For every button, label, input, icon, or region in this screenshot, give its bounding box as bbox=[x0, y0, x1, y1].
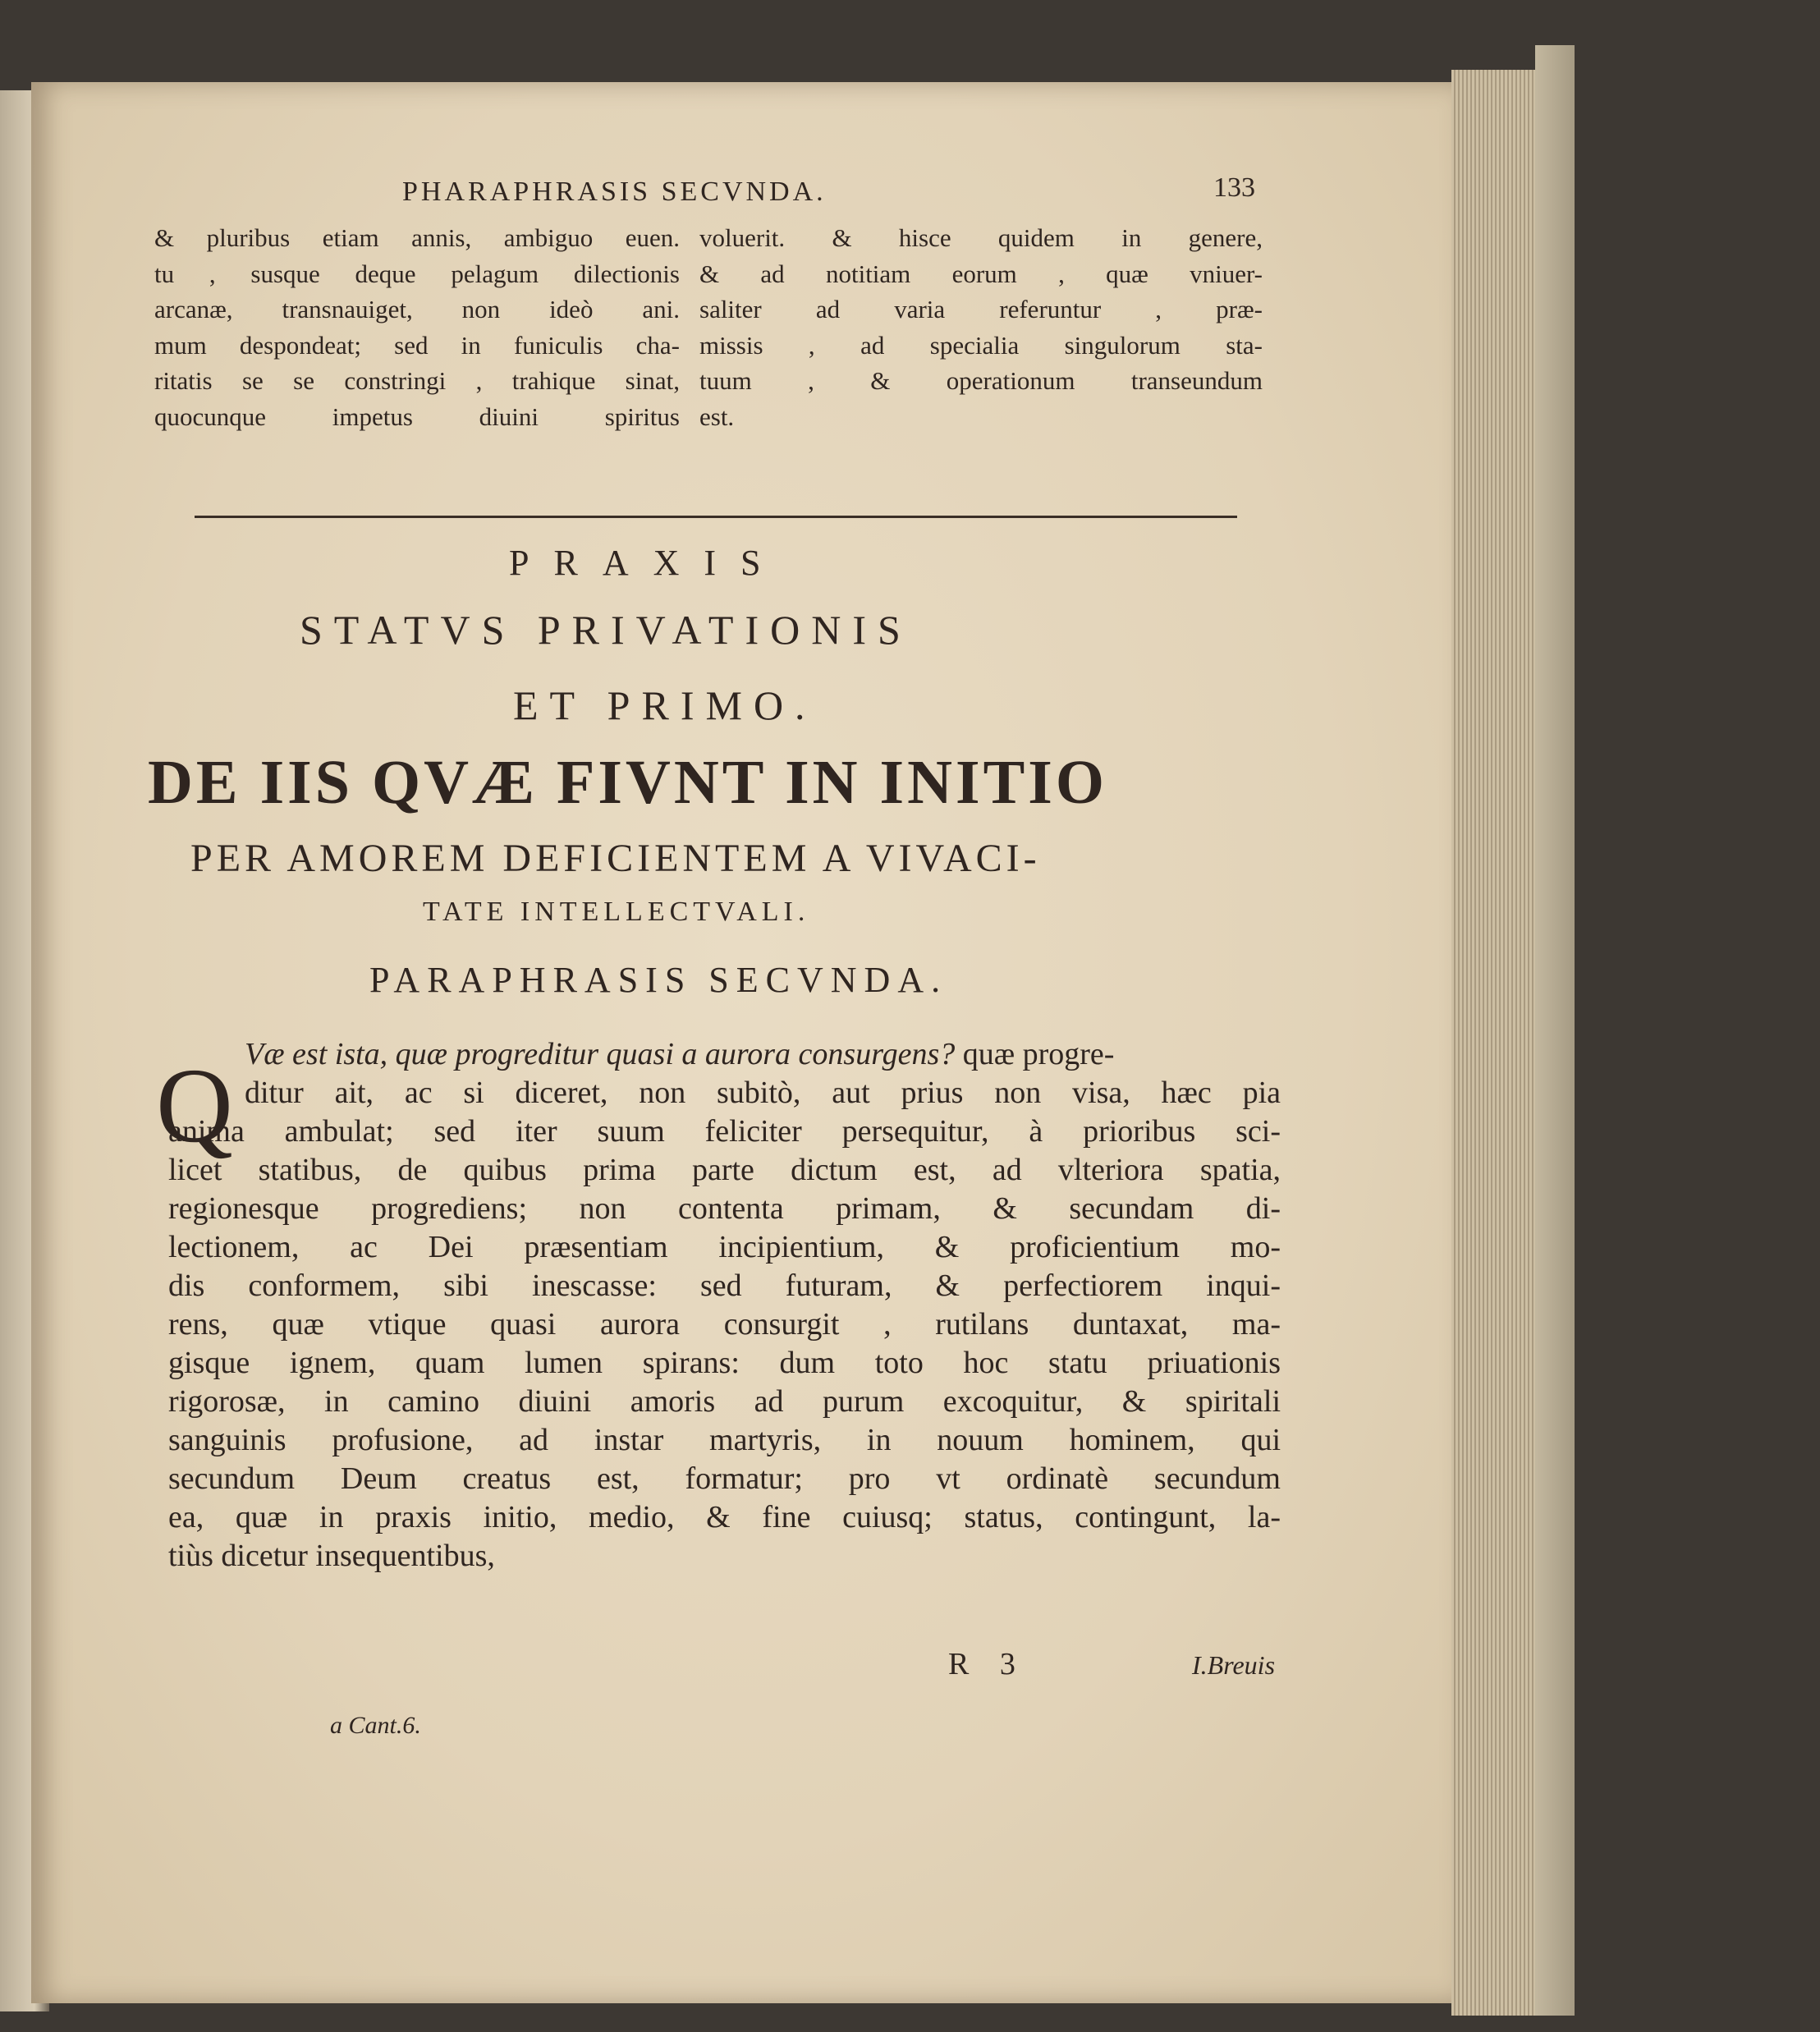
running-title: PHARAPHRASIS SECVNDA. bbox=[402, 177, 827, 207]
body-line: ea, quæ in praxis initio, medio, & fine cuiusq; status, contingunt, la- bbox=[168, 1500, 1281, 1534]
heading-sub-2: TATE INTELLECTVALI. bbox=[423, 897, 810, 927]
page-edges bbox=[1451, 70, 1535, 2016]
column-line: saliter ad varia referuntur , præ- bbox=[699, 295, 1263, 323]
drop-cap: Q bbox=[156, 1047, 233, 1165]
body-line: rigorosæ, in camino diuini amoris ad purum excoquitur, & spiritali bbox=[168, 1384, 1281, 1419]
heading-main: DE IIS QVÆ FIVNT IN INITIO bbox=[148, 748, 1107, 817]
column-line: & ad notitiam eorum , quæ vniuer- bbox=[699, 259, 1263, 288]
body-line: dis conformem, sibi inescasse: sed futuram, & perfectiorem inqui- bbox=[168, 1268, 1281, 1303]
column-line: tu , susque deque pelagum dilectionis bbox=[154, 259, 680, 288]
heading-et-primo: ET PRIMO. bbox=[513, 682, 817, 728]
signature-mark: R 3 bbox=[948, 1647, 1027, 1681]
section-divider bbox=[195, 516, 1237, 518]
catchword: I.Breuis bbox=[1192, 1650, 1276, 1680]
body-line: licet statibus, de quibus prima parte dictum est, ad vlteriora spatia, bbox=[168, 1153, 1281, 1187]
column-line: ritatis se se constringi , trahique sinat, bbox=[154, 366, 680, 395]
column-line: arcanæ, transnauiget, non ideò ani. bbox=[154, 295, 680, 323]
body-first-line bbox=[245, 1036, 1114, 1072]
body-line: secundum Deum creatus est, formatur; pro vt ordinatè secundum bbox=[168, 1461, 1281, 1496]
column-line: quocunque impetus diuini spiritus bbox=[154, 402, 680, 431]
marginal-note: a Cant.6. bbox=[330, 1712, 421, 1739]
column-line: tuum , & operationum transeundum bbox=[699, 366, 1263, 395]
body-line: ditur ait, ac si diceret, non subitò, aut prius non visa, hæc pia bbox=[245, 1076, 1281, 1110]
heading-paraphrasis: PARAPHRASIS SECVNDA. bbox=[369, 960, 948, 1000]
page-number: 133 bbox=[1213, 172, 1255, 203]
body-line: tiùs dicetur insequentibus, bbox=[168, 1539, 495, 1573]
column-line: & pluribus etiam annis, ambiguo euen. bbox=[154, 223, 680, 252]
body-line: lectionem, ac Dei præsentiam incipientium, & proficientium mo- bbox=[168, 1230, 1281, 1264]
book-cover bbox=[1535, 45, 1575, 2016]
body-first-rest: quæ progre- bbox=[962, 1037, 1115, 1071]
scripture-quote: Væ est ista, quæ progreditur quasi a aurora consurgens? bbox=[245, 1037, 956, 1071]
heading-praxis: PRAXIS bbox=[509, 543, 786, 583]
column-line: missis , ad specialia singulorum sta- bbox=[699, 331, 1263, 360]
body-line: sanguinis profusione, ad instar martyris, in nouum hominem, qui bbox=[168, 1423, 1281, 1457]
column-line: est. bbox=[699, 402, 735, 431]
body-line: rens, quæ vtique quasi aurora consurgit , rutilans duntaxat, ma- bbox=[168, 1307, 1281, 1342]
body-line: gisque ignem, quam lumen spirans: dum toto hoc statu priuationis bbox=[168, 1346, 1281, 1380]
column-line: mum despondeat; sed in funiculis cha- bbox=[154, 331, 680, 360]
body-line: anima ambulat; sed iter suum feliciter persequitur, à prioribus sci- bbox=[168, 1114, 1281, 1149]
column-line: voluerit. & hisce quidem in genere, bbox=[699, 223, 1263, 252]
body-line: regionesque progrediens; non contenta primam, & secundam di- bbox=[168, 1191, 1281, 1226]
heading-status: STATVS PRIVATIONIS bbox=[300, 607, 912, 653]
heading-sub-1: PER AMOREM DEFICIENTEM A VIVACI- bbox=[190, 837, 1041, 880]
